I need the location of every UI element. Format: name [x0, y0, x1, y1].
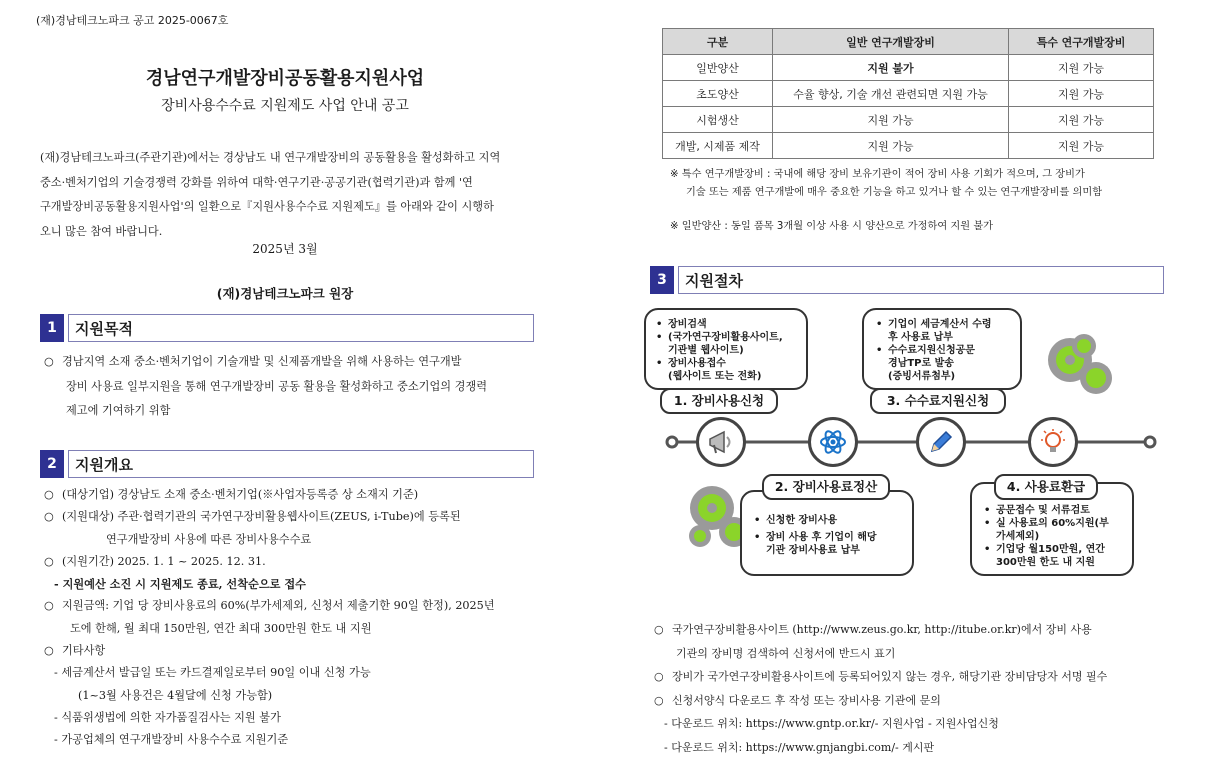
table-header-cell: 일반 연구개발장비 — [773, 29, 1009, 55]
application-info — [654, 618, 1174, 759]
table-cell: 지원 가능 — [1009, 81, 1154, 107]
list-item: • 신청한 장비사용 — [754, 514, 904, 527]
section-title: 지원목적 — [68, 314, 534, 342]
list-item: • (국가연구장비활용사이트, 기관별 웹사이트) — [656, 331, 798, 357]
list-item: • 수수료지원신청공문 경남TP로 발송 (증빙서류첨부) — [876, 344, 1012, 383]
step-4-label: 4. 사용료환급 — [994, 474, 1098, 500]
step-3-box — [862, 308, 1022, 390]
mass-production-note: ※ 일반양산 : 동일 품목 3개월 이상 사용 시 양산으로 가정하여 지원 불가 — [670, 221, 994, 232]
list-item: ○ (지원기간) 2025. 1. 1 ~ 2025. 12. 31. — [44, 554, 266, 568]
intro-paragraph — [40, 146, 536, 244]
list-item: 기관의 장비명 검색하여 신청서에 반드시 표기 — [676, 646, 896, 660]
list-item: - 가공업체의 연구개발장비 사용수수료 지원기준 — [54, 733, 289, 747]
table-row — [663, 55, 1154, 81]
list-item: ○ 국가연구장비활용사이트 (http://www.zeus.go.kr, http://itube.or.kr)에서 장비 사용 — [654, 623, 1092, 636]
table-cell: 지원 가능 — [773, 107, 1009, 133]
section-2-header — [40, 450, 534, 478]
section-number-badge: 1 — [40, 314, 64, 342]
table-cell: 일반양산 — [663, 55, 773, 81]
list-item: ○ 기타사항 — [44, 644, 106, 658]
section-1-body: ○ 경남지역 소재 중소·벤처기업이 기술개발 및 신제품개발을 위해 사용하는 연구개발 장비 사용료 일부지원을 통해 연구개발장비 공동 활용을 활성화하고 중소기업의 경쟁력 제고에 기여하기 위함 — [44, 350, 544, 424]
table-cell: 초도양산 — [663, 81, 773, 107]
list-item: ○ 장비가 국가연구장비활용사이트에 등록되어있지 않는 경우, 해당기관 장비담당자 서명 필수 — [654, 670, 1108, 683]
list-item: ○ 지원금액: 기업 당 장비사용료의 60%(부가세제외, 신청서 제출기한 90일 한정), 2025년 — [44, 599, 495, 613]
lightbulb-icon-node — [1028, 417, 1078, 467]
list-item: • 장비 사용 후 기업이 해당 기관 장비사용료 납부 — [754, 531, 904, 557]
megaphone-icon — [706, 427, 736, 457]
section-title: 지원절차 — [678, 266, 1164, 294]
issuer: (재)경남테크노파크 원장 — [216, 286, 354, 301]
table-cell: 시험생산 — [663, 107, 773, 133]
table-row — [663, 107, 1154, 133]
table-cell: 개발, 시제품 제작 — [663, 133, 773, 159]
table-cell: 지원 가능 — [773, 133, 1009, 159]
notice-date: 2025년 3월 — [252, 242, 318, 256]
special-equipment-note: ※ 특수 연구개발장비 : 국내에 해당 장비 보유기관이 적어 장비 사용 기회가 적으며, 그 장비가 기술 또는 제품 연구개발에 매우 중요한 기능을 하고 있거나 할 수 있는 연구개발장비를 의미함 — [670, 169, 1103, 198]
left-page — [0, 0, 560, 768]
table-cell: 지원 가능 — [1009, 55, 1154, 81]
step-1-label: 1. 장비사용신청 — [660, 388, 778, 414]
section-3-header — [650, 266, 1164, 294]
page-title: 경남연구개발장비공동활용지원사업 — [145, 68, 425, 89]
table-cell: 지원 불가 — [773, 55, 1009, 81]
list-item: • 장비검색 — [656, 318, 798, 331]
list-item: • 기업이 세금계산서 수령 후 사용료 납부 — [876, 318, 1012, 344]
list-item: ○ 신청서양식 다운로드 후 작성 또는 장비사용 기관에 문의 — [654, 693, 941, 707]
list-item: 연구개발장비 사용에 따른 장비사용수수료 — [106, 532, 312, 546]
section-2-body — [44, 484, 554, 752]
list-item: ○ (지원대상) 주관·협력기관의 국가연구장비활용웹사이트(ZEUS, i-Tube)에 등록된 — [44, 510, 461, 524]
lightbulb-icon — [1038, 427, 1068, 457]
section-number-badge: 2 — [40, 450, 64, 478]
page-subtitle: 장비사용수수료 지원제도 사업 안내 공고 — [161, 98, 409, 114]
gear-icon — [1048, 334, 1112, 394]
step-1-box — [644, 308, 808, 390]
intro-line: 오니 많은 참여 바랍니다. — [40, 224, 163, 238]
list-item: • 실 사용료의 60%지원(부 가세제외) — [984, 517, 1124, 543]
list-item: 도에 한해, 월 최대 150만원, 연간 최대 300만원 한도 내 지원 — [70, 621, 372, 635]
table-row — [663, 133, 1154, 159]
section-1-header — [40, 314, 534, 342]
atom-icon-node — [808, 417, 858, 467]
list-item: • 장비사용접수 (웹사이트 또는 전화) — [656, 357, 798, 383]
megaphone-icon-node — [696, 417, 746, 467]
table-cell: 지원 가능 — [1009, 107, 1154, 133]
list-item: - 세금계산서 발급일 또는 카드결제일로부터 90일 이내 신청 가능 — [54, 666, 371, 680]
list-item: ○ (대상기업) 경상남도 소재 중소·벤처기업(※사업자등록증 상 소재지 기준) — [44, 488, 419, 501]
list-item: - 다운로드 위치: https://www.gnjangbi.com/- 게시판 — [664, 740, 935, 754]
timeline-end-dot — [1145, 437, 1155, 447]
list-item: - 식품위생법에 의한 자가품질검사는 지원 불가 — [54, 710, 281, 724]
text-line: 장비 사용료 일부지원을 통해 연구개발장비 공동 활용을 활성화하고 중소기업의 경쟁력 — [66, 379, 488, 393]
atom-icon — [818, 427, 848, 457]
table-header-cell: 구분 — [663, 29, 773, 55]
step-2-label: 2. 장비사용료정산 — [762, 474, 890, 500]
table-header-row — [663, 29, 1154, 55]
pencil-icon-node — [916, 417, 966, 467]
text-line: 제고에 기여하기 위함 — [66, 404, 171, 417]
support-comparison-table — [662, 28, 1154, 159]
intro-line: 구개발장비공동활용지원사업'의 일환으로『지원사용수수료 지원제도』를 아래와 같이 시행하 — [40, 200, 494, 213]
intro-line: (재)경남테크노파크(주관기관)에서는 경상남도 내 연구개발장비의 공동활용을 활성화하고 지역 — [40, 151, 501, 164]
notice-number: (재)경남테크노파크 공고 2025-0067호 — [36, 14, 229, 27]
timeline-start-dot — [667, 437, 677, 447]
step-3-label: 3. 수수료지원신청 — [870, 388, 1006, 414]
intro-line: 중소·벤처기업의 기술경쟁력 강화를 위하여 대학·연구기관·공공기관(협력기관)과 함께 '연 — [40, 175, 473, 189]
list-item: (1~3월 사용건은 4월달에 신청 가능함) — [78, 688, 273, 702]
table-header-cell: 특수 연구개발장비 — [1009, 29, 1154, 55]
list-item: - 지원예산 소진 시 지원제도 종료, 선착순으로 접수 — [54, 577, 306, 592]
table-cell: 지원 가능 — [1009, 133, 1154, 159]
table-cell: 수율 향상, 기술 개선 관련되면 지원 가능 — [773, 81, 1009, 107]
step-2-box — [740, 490, 914, 576]
table-row — [663, 81, 1154, 107]
section-number-badge: 3 — [650, 266, 674, 294]
pencil-icon — [926, 427, 956, 457]
list-item: • 기업당 월150만원, 연간 300만원 한도 내 지원 — [984, 543, 1124, 569]
list-item: - 다운로드 위치: https://www.gntp.or.kr/- 지원사업 - 지원사업신청 — [664, 717, 999, 730]
text-line: 경남지역 소재 중소·벤처기업이 기술개발 및 신제품개발을 위해 사용하는 연구개발 — [62, 355, 462, 368]
list-item: • 공문접수 및 서류검토 — [984, 504, 1124, 517]
section-title: 지원개요 — [68, 450, 534, 478]
